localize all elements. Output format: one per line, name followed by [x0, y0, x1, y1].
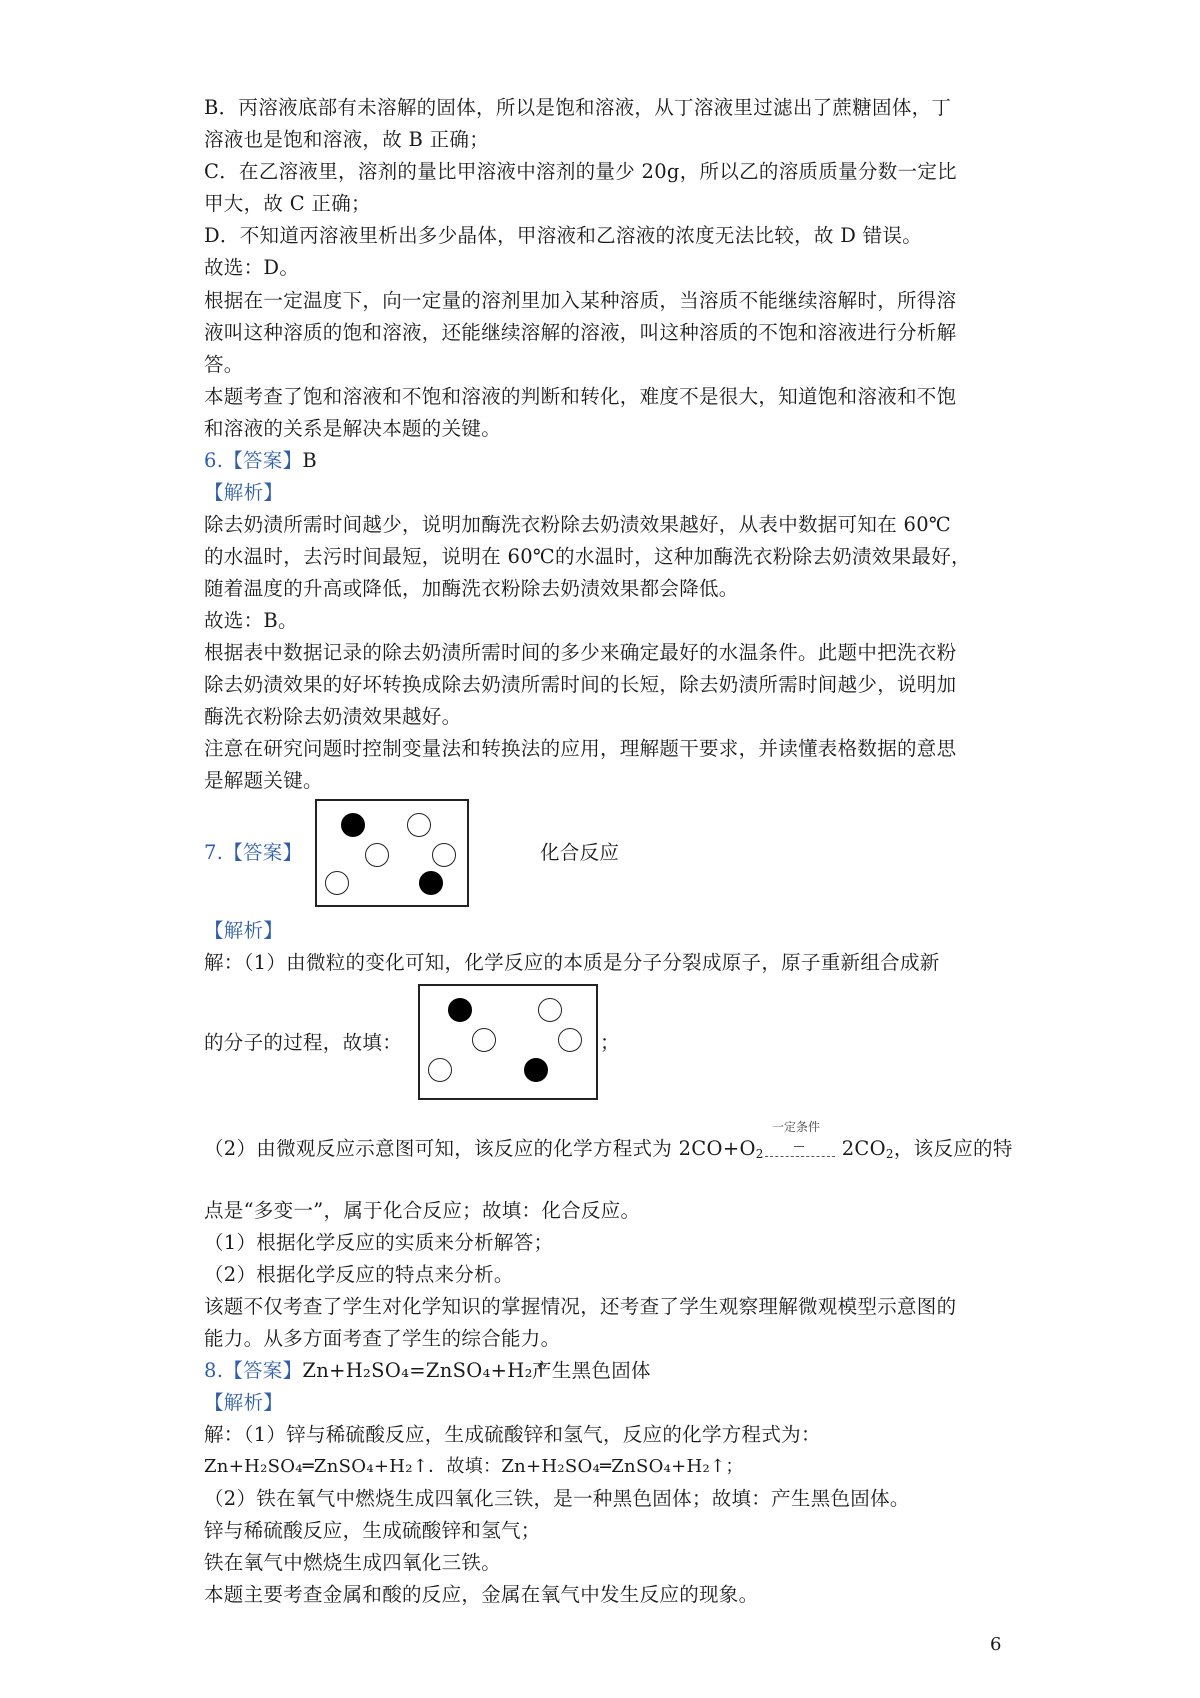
- text-line: 的水温时，去污时间最短，说明在 60℃的水温时，这种加酶洗衣粉除去奶渍效果最好，: [204, 545, 971, 568]
- white-atom-icon: [365, 843, 389, 867]
- text-line: 故选：D。: [204, 256, 300, 279]
- text-line: 该题不仅考查了学生对化学知识的掌握情况，还考查了学生观察理解微观模型示意图的: [204, 1295, 957, 1318]
- text-line: 随着温度的升高或降低，加酶洗衣粉除去奶渍效果都会降低。: [204, 577, 739, 600]
- black-atom-icon: [419, 871, 443, 895]
- black-atom-icon: [448, 998, 472, 1022]
- reaction-condition: 一定条件: [772, 1120, 821, 1134]
- white-atom-icon: [428, 1058, 452, 1082]
- white-atom-icon: [325, 871, 349, 895]
- analysis-label: 【解析】: [204, 481, 284, 504]
- particle-diagram: [418, 984, 598, 1100]
- white-atom-icon: [432, 843, 456, 867]
- text-line: 甲大，故 C 正确；: [204, 192, 371, 215]
- text-line: D．不知道丙溶液里析出多少晶体，甲溶液和乙溶液的浓度无法比较，故 D 错误。: [204, 224, 923, 247]
- answer-value: 产生黑色固体: [532, 1359, 651, 1382]
- text-line: 铁在氧气中燃烧生成四氧化三铁。: [204, 1551, 502, 1574]
- text-line: 故选：B。: [204, 609, 298, 632]
- text-line: 和溶液的关系是解决本题的关键。: [204, 417, 502, 440]
- text-line: 本题考查了饱和溶液和不饱和溶液的判断和转化，难度不是很大，知道饱和溶液和不饱: [204, 385, 957, 408]
- text-line: 根据在一定温度下，向一定量的溶剂里加入某种溶质，当溶质不能继续溶解时，所得溶: [204, 289, 957, 312]
- q6-answer: [204, 448, 317, 474]
- text-line: C．在乙溶液里，溶剂的量比甲溶液中溶剂的量少 20g，所以乙的溶质质量分数一定比: [204, 160, 957, 183]
- white-atom-icon: [407, 813, 431, 837]
- answer-label: 6.【答案】: [204, 449, 303, 472]
- text-line: 解：（1）由微粒的变化可知，化学反应的本质是分子分裂成原子，原子重新组合成新: [204, 951, 940, 974]
- text-line: 溶液也是饱和溶液，故 B 正确；: [204, 128, 490, 151]
- text-line: 答。: [204, 353, 244, 376]
- text-line: B．丙溶液底部有未溶解的固体，所以是饱和溶液，从丁溶液里过滤出了蔗糖固体，丁: [204, 96, 952, 119]
- text-line: 酶洗衣粉除去奶渍效果越好。: [204, 705, 462, 728]
- reaction-equals-mark: [794, 1146, 804, 1147]
- reaction-arrow-line: [765, 1156, 835, 1157]
- equation-line: [204, 1136, 1013, 1167]
- text-line: 根据表中数据记录的除去奶渍所需时间的多少来确定最好的水温条件。此题中把洗衣粉: [204, 641, 957, 664]
- text-line: 解：（1）锌与稀硫酸反应，生成硫酸锌和氢气，反应的化学方程式为：: [204, 1423, 821, 1446]
- text-line: ；: [600, 1031, 620, 1054]
- page-number: 6: [990, 1634, 1002, 1655]
- white-atom-icon: [538, 998, 562, 1022]
- text-line: 点是“多变一”，属于化合反应；故填：化合反应。: [204, 1199, 641, 1222]
- text-line: 除去奶渍所需时间越少，说明加酶洗衣粉除去奶渍效果越好，从表中数据可知在 60℃: [204, 513, 952, 536]
- text-line: Zn+H₂SO₄═ZnSO₄+H₂↑．故填：Zn+H₂SO₄═ZnSO₄+H₂↑；: [204, 1456, 744, 1477]
- text-line: 是解题关键。: [204, 769, 323, 792]
- text-line: 锌与稀硫酸反应，生成硫酸锌和氢气；: [204, 1519, 541, 1542]
- equation-text: （2）由微观反应示意图可知，该反应的化学方程式为 2CO+O: [204, 1137, 756, 1160]
- answer-label: 8.【答案】: [204, 1359, 303, 1382]
- text-line: 注意在研究问题时控制变量法和转换法的应用，理解题干要求，并读懂表格数据的意思: [204, 737, 957, 760]
- q8-answer: [204, 1358, 549, 1384]
- answer-value: B: [302, 449, 318, 472]
- white-atom-icon: [558, 1028, 582, 1052]
- black-atom-icon: [341, 813, 365, 837]
- text-line: 能力。从多方面考查了学生的综合能力。: [204, 1327, 561, 1350]
- subscript: 2: [885, 1147, 894, 1161]
- equation-text: ，该反应的特: [893, 1137, 1013, 1160]
- text-line: 除去奶渍效果的好坏转换成除去奶渍所需时间的长短，除去奶渍所需时间越少，说明加: [204, 673, 957, 696]
- text-line: 的分子的过程，故填：: [204, 1031, 403, 1054]
- subscript: 2: [755, 1147, 764, 1161]
- analysis-label: 【解析】: [204, 919, 284, 942]
- particle-diagram: [315, 799, 469, 907]
- answer-value: 化合反应: [540, 841, 620, 864]
- analysis-label: 【解析】: [204, 1391, 284, 1414]
- answer-value: Zn+H₂SO₄=ZnSO₄+H₂↑: [302, 1359, 550, 1382]
- text-line: 本题主要考查金属和酸的反应，金属在氧气中发生反应的现象。: [204, 1583, 759, 1606]
- text-line: （2）铁在氧气中燃烧生成四氧化三铁，是一种黑色固体；故填：产生黑色固体。: [204, 1487, 910, 1510]
- text-line: （1）根据化学反应的实质来分析解答；: [204, 1231, 554, 1254]
- answer-label: 7.【答案】: [204, 841, 303, 864]
- black-atom-icon: [524, 1058, 548, 1082]
- white-atom-icon: [472, 1028, 496, 1052]
- text-line: 液叫这种溶质的饱和溶液，还能继续溶解的溶液，叫这种溶质的不饱和溶液进行分析解: [204, 321, 957, 344]
- text-line: （2）根据化学反应的特点来分析。: [204, 1263, 514, 1286]
- equation-text: 2CO: [841, 1137, 886, 1160]
